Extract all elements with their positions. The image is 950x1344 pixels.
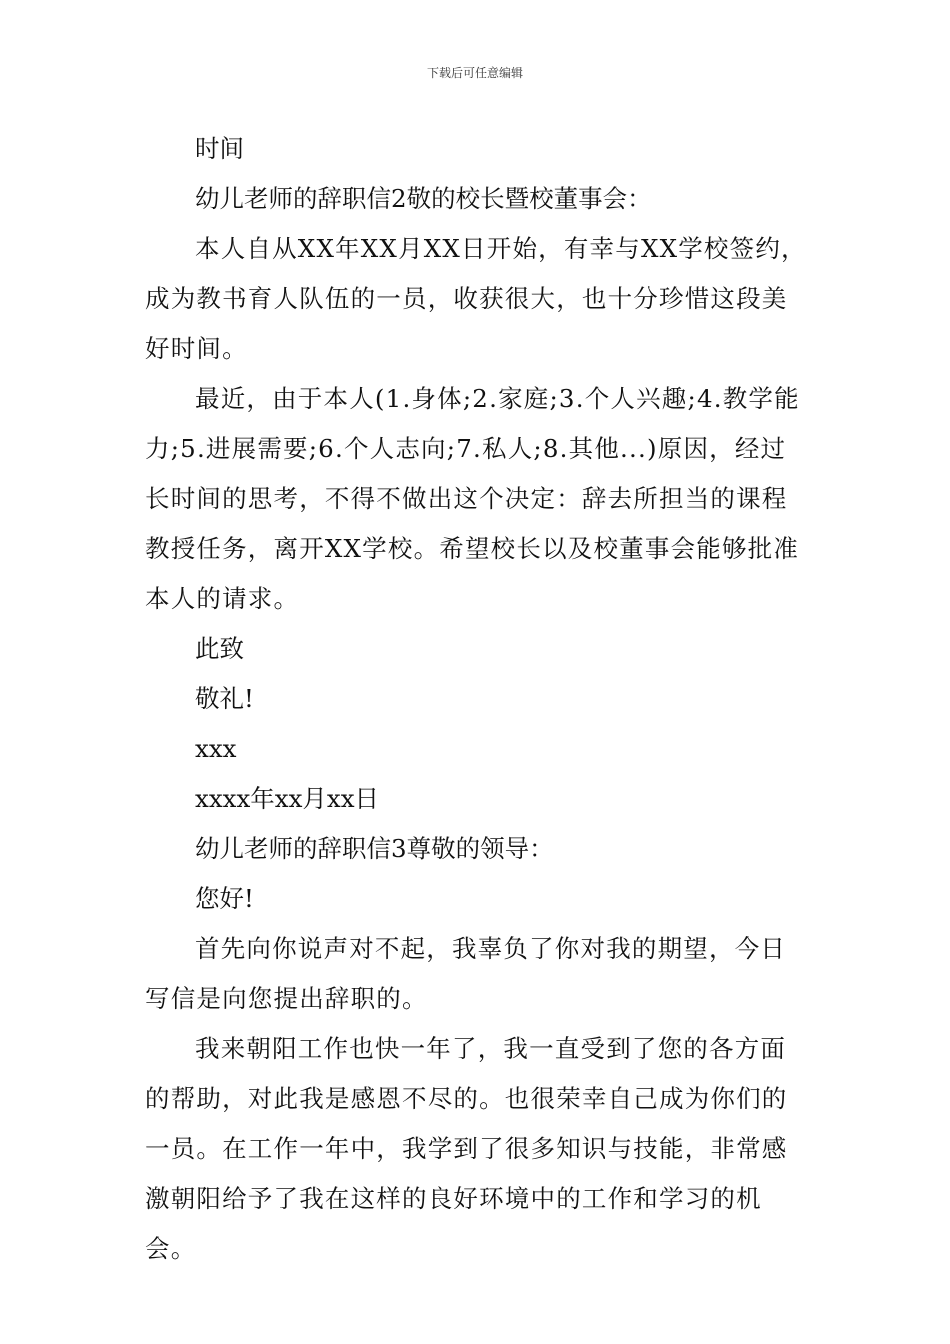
letter-2-paragraph-2: 最近，由于本人(1.身体;2.家庭;3.个人兴趣;4.教学能力;5.进展需要;6.个人志向;7.私人;8.其他...)原因，经过长时间的思考，不得不做出这个决定：辞去所担当的课程教授任务，离开XX学校。希望校长以及校董事会能够批准本人的请求。 — [145, 384, 800, 613]
page-header-note: 下载后可任意编辑 — [426, 66, 523, 80]
letter-2-paragraph-1: 本人自从XX年XX月XX日开始，有幸与XX学校签约，成为教书育人队伍的一员，收获很大，也十分珍惜这段美好时间。 — [145, 234, 807, 363]
paragraph-time: 时间 — [195, 134, 244, 163]
letter-2-salutation: 幼儿老师的辞职信2敬的校长暨校董事会： — [195, 184, 652, 213]
letter-3-greeting: 您好! — [195, 884, 254, 913]
document-body — [145, 124, 810, 1274]
letter-3-salutation: 幼儿老师的辞职信3尊敬的领导： — [195, 834, 554, 863]
letter-2-closing: 此致 — [195, 634, 244, 663]
letter-2-date: xxxx年xx月xx日 — [195, 784, 380, 813]
letter-2-regards: 敬礼! — [195, 684, 254, 713]
letter-2-signature: xxx — [195, 734, 237, 763]
letter-3-paragraph-2: 我来朝阳工作也快一年了，我一直受到了您的各方面的帮助，对此我是感恩不尽的。也很荣幸自己成为你们的一员。在工作一年中，我学到了很多知识与技能，非常感激朝阳给予了我在这样的良好环境中的工作和学习的机会。 — [145, 1034, 788, 1263]
letter-3-paragraph-1: 首先向你说声对不起，我辜负了你对我的期望，今日写信是向您提出辞职的。 — [145, 934, 787, 1013]
